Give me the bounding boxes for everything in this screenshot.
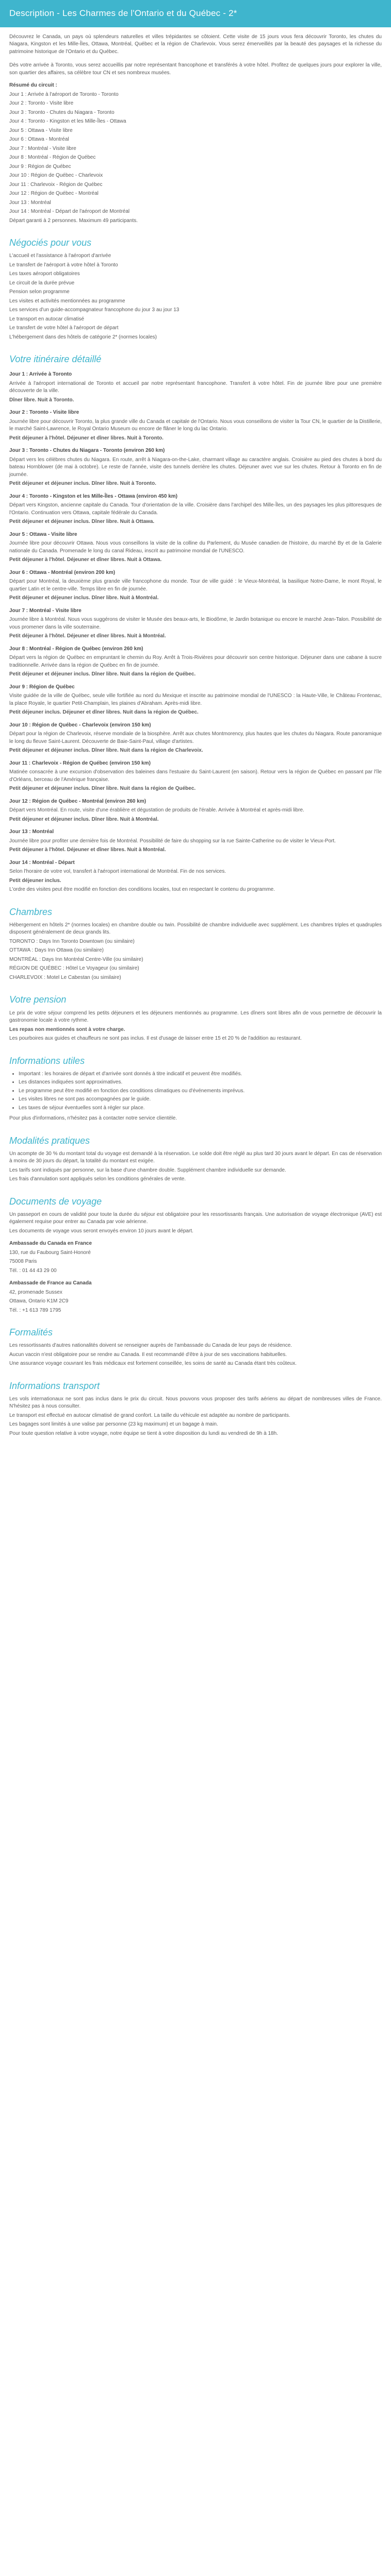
contact-line: Tél. : +1 613 789 1795	[9, 1307, 61, 1313]
itinerary-day-text: Départ pour Montréal, la deuxième plus grande ville francophone du monde. Tour de ville guidé : le Vieux-Montréal, la basilique Notre-Dame, le mont Royal, le quartier Latin et le centre-ville. Temps libre en fin de journée.	[9, 579, 382, 592]
itinerary-day-meals: Petit déjeuner inclus.	[9, 877, 61, 884]
transport-text: Le transport est effectué en autocar climatisé de grand confort. La taille du véhicule est adaptée au nombre de participants.	[9, 1412, 290, 1418]
summary-day: Jour 8 : Montréal - Région de Québec	[9, 155, 96, 161]
forms-text: Aucun vaccin n'est obligatoire pour se rendre au Canada. Il est recommandé d'être à jour de ses vaccinations habituelles.	[9, 1351, 287, 1358]
summary-day: Jour 4 : Toronto - Kingston et les Mille-Îles - Ottawa	[9, 118, 126, 125]
transport-text: Les vols internationaux ne sont pas inclus dans le prix du circuit. Nous pouvons vous proposer des tarifs aériens au départ de nombreuses villes de France. N'hésitez pas à nous consulter.	[9, 1396, 382, 1410]
summary-list	[9, 91, 382, 216]
negotiated-item: Le circuit de la durée prévue	[9, 280, 75, 286]
negotiated-item: Le transfert de votre hôtel à l'aéroport de départ	[9, 325, 119, 331]
summary-day: Jour 12 : Région de Québec - Montréal	[9, 191, 99, 197]
intro-paragraph: Découvrez le Canada, un pays où splendeurs naturelles et villes trépidantes se côtoient. Cette visite de 15 jours vous fera découvrir Toronto, les chutes du Niagara, Kingston et les Mille-Îles, Ottawa, Montréal, Québec et la région de Charlevoix. Vous serez émerveillés par la beauté des paysages et la richesse du patrimoine historique de l'Ontario et du Québec.	[9, 33, 382, 55]
intro-paragraph: Dès votre arrivée à Toronto, vous serez accueillis par notre représentant francophone et transférés à votre hôtel. Profitez de quelques jours pour explorer la ville, son quartier des affaires, sa célèbre tour CN et ses nombreux musées.	[9, 62, 382, 76]
section-title: Négociés pour vous	[9, 238, 92, 248]
itinerary-day-title: Jour 10 : Région de Québec - Charlevoix (environ 150 km)	[9, 722, 151, 728]
summary-day: Jour 5 : Ottawa - Visite libre	[9, 127, 73, 133]
summary-day: Jour 3 : Toronto - Chutes du Niagara - Toronto	[9, 109, 115, 115]
summary-day: Jour 13 : Montréal	[9, 199, 51, 206]
transport-title: Informations transport	[9, 1380, 100, 1391]
itinerary-day-title: Jour 3 : Toronto - Chutes du Niagara - Toronto (environ 260 km)	[9, 448, 165, 454]
summary-day: Jour 7 : Montréal - Visite libre	[9, 145, 76, 151]
negotiated-item: Le transfert de l'aéroport à votre hôtel à Toronto	[9, 262, 118, 268]
contact-line: Tél. : 01 44 43 29 00	[9, 1267, 57, 1274]
itinerary-day-title: Jour 12 : Région de Québec - Montréal (environ 260 km)	[9, 798, 146, 804]
contact-line: 130, rue du Faubourg Saint-Honoré	[9, 1249, 91, 1256]
summary-day: Jour 11 : Charlevoix - Région de Québec	[9, 181, 103, 188]
itinerary-day-title: Jour 6 : Ottawa - Montréal (environ 200 km)	[9, 569, 116, 575]
itinerary-day-meals: Petit déjeuner à l'hôtel. Déjeuner et dîner libres. Nuit à Montréal.	[9, 633, 166, 639]
contact-line: Ottawa, Ontario K1M 2C9	[9, 1298, 69, 1304]
hotel-item: MONTRÉAL : Days Inn Montréal Centre-Ville (ou similaire)	[9, 956, 143, 962]
itinerary-day-text: Journée libre pour découvrir Ottawa. Nous vous conseillons la visite de la colline du Parlement, du Musée canadien de l'histoire, du marché By et de la Galerie nationale du Canada. Promenade le long du canal Rideau, inscrit au patrimoine mondial de l'UNESCO.	[9, 540, 382, 554]
itinerary-title: Votre itinéraire détaillé	[9, 354, 102, 365]
itinerary-day-title: Jour 1 : Arrivée à Toronto	[9, 371, 72, 378]
itinerary-day-title: Jour 11 : Charlevoix - Région de Québec (environ 150 km)	[9, 760, 151, 766]
negotiated-list	[9, 252, 382, 341]
docs-title: Documents de voyage	[9, 1196, 102, 1207]
info-item: • Les visites libres ne sont pas accompagnées par le guide.	[19, 1096, 382, 1104]
price-title: Votre pension	[9, 994, 67, 1005]
itinerary-day-meals: Dîner libre. Nuit à Toronto.	[9, 397, 74, 403]
itinerary	[9, 371, 382, 885]
itinerary-day-text: Visite guidée de la ville de Québec, seule ville fortifiée au nord du Mexique et inscrite au patrimoine mondial de l'UNESCO : la Haute-Ville, le Château Frontenac, la place Royale, le quartier Petit-Champlain, les plaines d'Abraham. Après-midi libre.	[9, 693, 382, 706]
info-item: • Les distances indiquées sont approximatives.	[19, 1079, 382, 1087]
summary-day: Jour 14 : Montréal - Départ de l'aéroport de Montréal	[9, 209, 130, 215]
itinerary-day-meals: Petit déjeuner et déjeuner inclus. Dîner libre. Nuit à Ottawa.	[9, 519, 155, 525]
content	[0, 33, 391, 1455]
info-title: Informations utiles	[9, 1055, 85, 1066]
itinerary-day-meals: Petit déjeuner inclus. Déjeuner et dîner libres. Nuit dans la région de Québec.	[9, 709, 199, 716]
negotiated-item: Les taxes aéroport obligatoires	[9, 271, 80, 277]
info-item: • Le programme peut être modifié en fonction des conditions climatiques ou d'événements imprévus.	[19, 1088, 382, 1095]
summary-day: Jour 9 : Région de Québec	[9, 163, 71, 170]
itinerary-day-text: Départ vers Montréal. En route, visite d'une érablière et dégustation de produits de l'érable. Arrivée à Montréal et après-midi libre.	[9, 807, 304, 814]
itinerary-day-title: Jour 14 : Montréal - Départ	[9, 859, 75, 866]
itinerary-day-meals: Petit déjeuner à l'hôtel. Déjeuner et dîner libres. Nuit à Montréal.	[9, 847, 166, 853]
itinerary-day-title: Jour 5 : Ottawa - Visite libre	[9, 531, 77, 537]
itinerary-day-meals: Petit déjeuner et déjeuner inclus. Dîner libre. Nuit à Montréal.	[9, 816, 159, 822]
forms-title: Formalités	[9, 1327, 53, 1338]
itinerary-day-text: Matinée consacrée à une excursion d'observation des baleines dans l'estuaire du Saint-Laurent (en saison). Retour vers la région de Québec en passant par l'île d'Orléans, berceau de l'Amérique française.	[9, 769, 382, 783]
contact-block	[9, 1289, 382, 1315]
itinerary-day-meals: Petit déjeuner et déjeuner inclus. Dîner libre. Nuit dans la région de Charlevoix.	[9, 748, 203, 754]
contact-line: 75008 Paris	[9, 1259, 37, 1265]
itinerary-day-title: Jour 9 : Région de Québec	[9, 684, 75, 690]
price-sub: Les repas non mentionnés sont à votre charge.	[9, 1026, 125, 1032]
payment-text: Les frais d'annulation sont appliqués selon les conditions générales de vente.	[9, 1176, 186, 1182]
transport-footer: Pour toute question relative à votre voyage, notre équipe se tient à votre disposition du lundi au vendredi de 9h à 18h.	[9, 1430, 278, 1436]
itinerary-day-text: Départ pour la région de Charlevoix, réserve mondiale de la biosphère. Arrêt aux chutes Montmorency, plus hautes que les chutes du Niagara. Route panoramique le long du fleuve Saint-Laurent. Découverte de Baie-Saint-Paul, village d'artistes.	[9, 731, 382, 744]
itinerary-day-title: Jour 7 : Montréal - Visite libre	[9, 607, 82, 614]
price-text: Le prix de votre séjour comprend les petits déjeuners et les déjeuners mentionnés au programme. Les dîners sont libres afin de vous permettre de découvrir la gastronomie locale à votre rythme.	[9, 1010, 382, 1024]
payment-text: Un acompte de 30 % du montant total du voyage est demandé à la réservation. Le solde doit être réglé au plus tard 30 jours avant le départ. En cas de réservation à moins de 30 jours du départ, la totalité du montant est exigée.	[9, 1150, 382, 1164]
summary-footer: Départ garanti à 2 personnes. Maximum 49 participants.	[9, 217, 138, 224]
payment-text: Les tarifs sont indiqués par personne, sur la base d'une chambre double. Supplément chambre individuelle sur demande.	[9, 1167, 286, 1173]
negotiated-item: Les services d'un guide-accompagnateur francophone du jour 3 au jour 13	[9, 307, 180, 313]
itinerary-day-meals: Petit déjeuner et déjeuner inclus. Dîner libre. Nuit dans la région de Québec.	[9, 671, 196, 677]
forms-text: Les ressortissants d'autres nationalités doivent se renseigner auprès de l'ambassade du Canada de leur pays de résidence.	[9, 1343, 292, 1349]
itinerary-note: L'ordre des visites peut être modifié en fonction des conditions locales, tout en respectant le contenu du programme.	[9, 887, 275, 893]
hotel-item: CHARLEVOIX : Motel Le Cabestan (ou similaire)	[9, 974, 121, 980]
itinerary-day-text: Selon l'horaire de votre vol, transfert à l'aéroport international de Montréal. Fin de nos services.	[9, 869, 226, 875]
negotiated-item: Pension selon programme	[9, 289, 70, 295]
itinerary-day-meals: Petit déjeuner à l'hôtel. Déjeuner et dîner libres. Nuit à Toronto.	[9, 435, 164, 441]
hotel-item: OTTAWA : Days Inn Ottawa (ou similaire)	[9, 947, 104, 954]
itinerary-day-title: Jour 4 : Toronto - Kingston et les Mille-Îles - Ottawa (environ 450 km)	[9, 493, 177, 499]
hotels-list	[9, 938, 382, 982]
contact-line: 42, promenade Sussex	[9, 1289, 62, 1295]
itinerary-day-text: Départ vers Kingston, ancienne capitale du Canada. Tour d'orientation de la ville. Croisière dans l'archipel des Mille-Îles, un des paysages les plus pittoresques de l'Ontario. Continuation vers Ottawa, capitale fédérale du Canada.	[9, 502, 382, 516]
itinerary-day-meals: Petit déjeuner et déjeuner inclus. Dîner libre. Nuit dans la région de Québec.	[9, 786, 196, 792]
info-item: • Les taxes de séjour éventuelles sont à régler sur place.	[19, 1105, 382, 1112]
page-header	[0, 0, 391, 27]
info-list	[9, 1071, 382, 1112]
itinerary-day-text: Départ vers la région de Québec en empruntant le chemin du Roy. Arrêt à Trois-Rivières pour découvrir son centre historique. Déjeuner dans une cabane à sucre traditionnelle. Arrivée dans la région de Québec en fin de journée.	[9, 655, 382, 668]
hotels-title: Chambres	[9, 906, 53, 917]
negotiated-item: L'hébergement dans des hôtels de catégorie 2* (normes locales)	[9, 334, 157, 340]
itinerary-day-title: Jour 8 : Montréal - Région de Québec (environ 260 km)	[9, 646, 143, 652]
hotel-item: TORONTO : Days Inn Toronto Downtown (ou similaire)	[9, 938, 135, 944]
docs-text: Un passeport en cours de validité pour toute la durée du séjour est obligatoire pour les ressortissants français. Une autorisation de voyage électronique (AVE) est également requise pour entrer au Canada par voie aérienne.	[9, 1211, 382, 1225]
negotiated-item: Le transport en autocar climatisé	[9, 316, 85, 322]
hotel-item: RÉGION DE QUÉBEC : Hôtel Le Voyageur (ou similaire)	[9, 965, 139, 972]
itinerary-day-title: Jour 13 : Montréal	[9, 829, 54, 835]
itinerary-day-text: Journée libre pour découvrir Toronto, la plus grande ville du Canada et capitale de l'Ontario. Nous vous conseillons de visiter la Tour CN, le quartier de la Distillerie, le marché Saint-Lawrence, le Royal Ontario Museum ou encore de flâner le long du lac Ontario.	[9, 418, 382, 432]
docs-text: Les documents de voyage vous seront envoyés environ 10 jours avant le départ.	[9, 1228, 193, 1234]
contact-block	[9, 1249, 382, 1275]
itinerary-day-text: Journée libre pour profiter une dernière fois de Montréal. Possibilité de faire du shopping sur la rue Sainte-Catherine ou de visiter le Vieux-Port.	[9, 838, 336, 844]
info-item: • Important : les horaires de départ et d'arrivée sont donnés à titre indicatif et peuvent être modifiés.	[19, 1071, 382, 1078]
itinerary-day-title: Jour 2 : Toronto - Visite libre	[9, 410, 79, 416]
info-extra: Pour plus d'informations, n'hésitez pas à contacter notre service clientèle.	[9, 1115, 177, 1122]
itinerary-day-text: Départ vers les célèbres chutes du Niagara. En route, arrêt à Niagara-on-the-Lake, charmant village au caractère anglais. Croisière au pied des chutes à bord du bateau Hornblower (de mai à octobre). Le reste de l'année, visite des tunnels derrière les chutes. Déjeuner avec vue sur les chutes. Retour à Toronto en fin de journée.	[9, 456, 382, 478]
itinerary-day-meals: Petit déjeuner et déjeuner inclus. Dîner libre. Nuit à Toronto.	[9, 481, 156, 487]
price-tip: Les pourboires aux guides et chauffeurs ne sont pas inclus. Il est d'usage de laisser entre 15 et 20 % de l'addition au restaurant.	[9, 1036, 302, 1042]
page-title: Description - Les Charmes de l'Ontario et du Québec - 2*	[9, 8, 237, 18]
contact-label: Ambassade du Canada en France	[9, 1241, 92, 1247]
contact-label: Ambassade de France au Canada	[9, 1280, 92, 1286]
itinerary-day-meals: Petit déjeuner à l'hôtel. Déjeuner et dîner libres. Nuit à Ottawa.	[9, 557, 162, 563]
summary-day: Jour 1 : Arrivée à l'aéroport de Toronto - Toronto	[9, 91, 119, 97]
summary-day: Jour 6 : Ottawa - Montréal	[9, 137, 69, 143]
itinerary-day-text: Journée libre à Montréal. Nous vous suggérons de visiter le Musée des beaux-arts, le Biodôme, le Jardin botanique ou encore le marché Jean-Talon. Possibilité de vous promener dans la ville souterraine.	[9, 617, 382, 630]
itinerary-day-text: Arrivée à l'aéroport international de Toronto et accueil par notre représentant francophone. Transfert à votre hôtel. Fin de journée libre pour une première découverte de la ville.	[9, 380, 382, 394]
transport-text: Les bagages sont limités à une valise par personne (23 kg maximum) et un bagage à main.	[9, 1421, 218, 1428]
payment-title: Modalités pratiques	[9, 1135, 90, 1146]
negotiated-item: L'accueil et l'assistance à l'aéroport d'arrivée	[9, 253, 111, 259]
forms-text: Une assurance voyage couvrant les frais médicaux est fortement conseillée, les soins de santé au Canada étant très coûteux.	[9, 1361, 297, 1367]
summary-day: Jour 2 : Toronto - Visite libre	[9, 100, 74, 107]
summary-label: Résumé du circuit :	[9, 82, 57, 89]
summary-day: Jour 10 : Région de Québec - Charlevoix	[9, 173, 103, 179]
hotels-text: Hébergement en hôtels 2* (normes locales) en chambre double ou twin. Possibilité de chambre individuelle avec supplément. Les chambres triples et quadruples disposent généralement de deux grands lits.	[9, 922, 382, 936]
negotiated-item: Les visites et activités mentionnées au programme	[9, 298, 125, 304]
itinerary-day-meals: Petit déjeuner et déjeuner inclus. Dîner libre. Nuit à Montréal.	[9, 595, 159, 601]
